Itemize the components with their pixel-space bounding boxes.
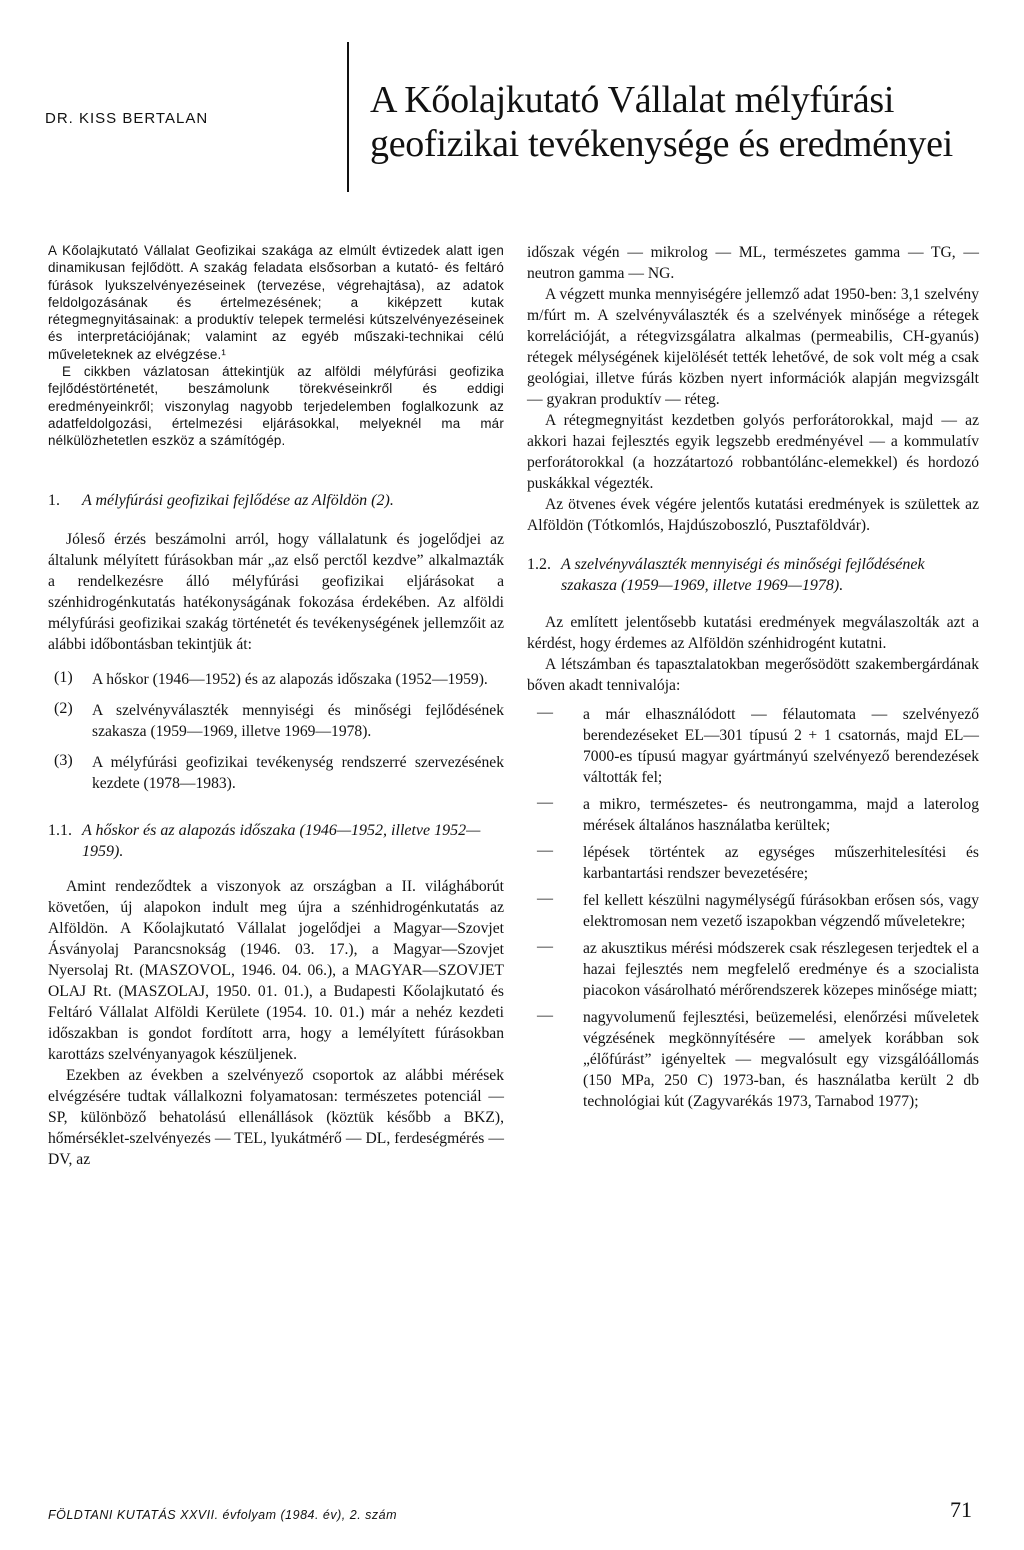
body-paragraph: A rétegmegnyitást kezdetben golyós perforátorokkal, majd — az akkori hazai fejlesztés egyik legszebb eredményével — a kommulatív perforátorokkal (a hozzátartozó robbantólánc-elemekkel) és hordozó puskákkal végezték. — [527, 412, 979, 492]
abstract-paragraph: A Kőolajkutató Vállalat Geofizikai szakága az elmúlt évtizedek alatt igen dinamikusan fejlődött. A szakág feladata elsősorban a kutató- és feltáró fúrások lyukszelvényezéseinek (tervezése, végrehajtása), az adatok feldolgozásának és értelmezésének; a kiképzett kutak rétegmegnyitásainak: a produktív telepek termelési kútszelvényezéseinek és interpretációjának; valamint az egyéb műszaki-technikai célú műveleteknek az elvégzése.¹ — [48, 243, 504, 362]
left-column — [48, 242, 504, 1170]
list-item-number: (1) — [54, 668, 73, 686]
body-paragraph: Amint rendeződtek a viszonyok az országban a II. világháborút követően, új alapokon indult meg újra a szénhidrogénkutatás az Alföldön. A Kőolajkutató Vállalat jogelődjei a Magyar—Szovjet Ásványolaj Parancsnokság (1946. 03. 17.), a Magyar—Szovjet Nyersolaj Rt. (MASZOVOL, 1946. 04. 06.), a MAGYAR—SZOVJET OLAJ Rt. (MASZOLAJ, 1950. 01. 01.), a Budapesti Kőolajkutató és Feltáró Vállalat Alföldi Kerülete (1954. 10. 01.) már a nehéz kezdeti időszakban is gondot fordított arra, hogy a lemélyített fúrásokban karottázs szelvényanyagok készüljenek. — [48, 877, 504, 1063]
list-item-text: a mikro, természetes- és neutrongamma, majd a laterolog mérések általános használatba kerültek; — [583, 796, 979, 834]
page-number: 71 — [950, 1497, 972, 1522]
body-paragraph: A létszámban és tapasztalatokban megerősödött szakembergárdának bőven akadt tennivalója: — [527, 656, 979, 694]
author-name: DR. KISS BERTALAN — [45, 110, 209, 127]
list-item-number: (3) — [54, 751, 73, 769]
list-item-text: A hőskor (1946—1952) és az alapozás időszaka (1952—1959). — [92, 670, 488, 688]
list-item-number: (2) — [54, 699, 73, 717]
section-heading-1-2 — [527, 554, 979, 596]
section-title: A szelvényválaszték mennyiségi és minőségi fejlődésének szakasza (1959—1969, illetve 1969—1978). — [561, 556, 925, 594]
body-paragraph: Ezekben az években a szelvényező csoportok az alábbi mérések elvégzésére tudtak vállalkozni folyamatosan: természetes potenciál — SP, különböző behatolású ellenállások (köztük később a BKZ), hőmérséklet-szelvényezés — TEL, lyukátmérő — DL, ferdeségmérés — DV, az — [48, 1066, 504, 1168]
task-list — [527, 704, 979, 1112]
article-title — [370, 78, 1010, 166]
section-number: 1.2. — [527, 556, 551, 573]
list-item-text: fel kellett készülni nagymélységű fúrásokban erősen sós, vagy elektromosan nem vezető iszapokban végzendő műveletekre; — [583, 892, 979, 930]
list-item — [527, 842, 979, 884]
list-item — [527, 1007, 979, 1112]
list-item — [527, 938, 979, 1001]
list-item — [48, 669, 504, 690]
journal-footer: FÖLDTANI KUTATÁS XXVII. évfolyam (1984. év), 2. szám — [48, 1508, 398, 1522]
list-item-text: A mélyfúrási geofizikai tevékenység rendszerré szervezésének kezdete (1978—1983). — [92, 753, 504, 792]
body-paragraph: időszak végén — mikrolog — ML, természetes gamma — TG, — neutron gamma — NG. — [527, 244, 979, 282]
list-item-text: A szelvényválaszték mennyiségi és minőségi fejlődésének szakasza (1959—1969, illetve 1969—1978). — [92, 701, 504, 740]
section-title: A mélyfúrási geofizikai fejlődése az Alföldön (2). — [82, 491, 394, 509]
body-paragraph: Az ötvenes évek végére jelentős kutatási eredmények is születtek az Alföldön (Tótkomlós, Hajdúszoboszló, Pusztaföldvár). — [527, 496, 979, 534]
period-list — [48, 669, 504, 794]
list-dash: — — [537, 890, 553, 907]
list-item — [527, 794, 979, 836]
list-item-text: az akusztikus mérési módszerek csak részlegesen terjedtek el a hazai fejlesztés nem megfelelő eredménye és a szocialista piacokon vásárolható mérőrendszerek közepes minősége miatt; — [583, 940, 979, 999]
title-line-1: A Kőolajkutató Vállalat mélyfúrási — [370, 79, 895, 121]
list-item — [527, 704, 979, 788]
body-paragraph: A végzett munka mennyiségére jellemző adat 1950-ben: 3,1 szelvény m/fúrt m. A szelvényválaszték és a szelvények minősége a rétegek korrelációját, a rétegvizsgálatra alkalmas (permeabilis, CH-gyanús) rétegek mélységének kijelölését tették lehetővé, de sok volt még a csak geológiai, illetve fúrás közben nyert információk alapján megvizsgált — gyakran produktív — réteg. — [527, 286, 979, 408]
section-number: 1. — [48, 491, 60, 509]
section-title: A hőskor és az alapozás időszaka (1946—1952, illetve 1952—1959). — [82, 821, 481, 860]
list-item — [48, 700, 504, 742]
header-divider — [347, 42, 349, 192]
list-dash: — — [537, 938, 553, 955]
list-dash: — — [537, 704, 553, 721]
list-item-text: nagyvolumenű fejlesztési, beüzemelési, elenőrzési műveletek végzésének megkönnyítésére — amelyek korábban sok „élőfúrást” igényeltek — megvalósult egy vizsgálóállomás (150 MPa, 250 C) 1973-ban, és használatba került 2 db technológiai kút (Zagyvarékás 1973, Tarnabod 1977); — [583, 1009, 979, 1110]
section-heading-1 — [48, 490, 504, 511]
title-line-2: geofizikai tevékenysége és eredményei — [370, 123, 953, 165]
section-number: 1.1. — [48, 821, 72, 839]
list-item-text: lépések történtek az egységes műszerhitelesítési és karbantartási rendszer bevezetésére; — [583, 844, 979, 882]
list-item — [48, 752, 504, 794]
body-paragraph: Jóleső érzés beszámolni arról, hogy vállalatunk és jogelődjei az általunk mélyített fúrásokban már „az első perctől kezdve” alkalmazták a rendelkezésre álló mélyfúrási geofizikai eljárásokat a szénhidrogénkutatás hatékonyságának fokozása érdekében. Az alföldi mélyfúrási geofizikai szakág történetét és tevékenységének jellemzőit az alábbi időbontásban tekintjük át: — [48, 530, 504, 653]
list-dash: — — [537, 842, 553, 859]
list-item — [527, 890, 979, 932]
right-column — [527, 242, 979, 1118]
list-dash: — — [537, 1007, 553, 1024]
list-item-text: a már elhasználódott — félautomata — szelvényező berendezéseket EL—301 típusú 2 + 1 csatornás, majd EL—7000-es típusú magyar gyártmányú szelvényező berendezések váltották fel; — [583, 706, 979, 786]
section-heading-1-1 — [48, 820, 504, 862]
body-paragraph: Az említett jelentősebb kutatási eredmények megválaszolták azt a kérdést, hogy érdemes az Alföldön szénhidrogént kutatni. — [527, 614, 979, 652]
list-dash: — — [537, 794, 553, 811]
abstract-paragraph: E cikkben vázlatosan áttekintjük az alföldi mélyfúrási geofizika fejlődéstörténetét, beszámolunk törekvéseinkről és eddigi eredményeinkről; viszonylag nagyobb terjedelemben foglalkozunk az adatfeldolgozási, értelmezési eljárásokkal, melyeknél ma már nélkülözhetetlen eszköz a számítógép. — [48, 364, 504, 449]
